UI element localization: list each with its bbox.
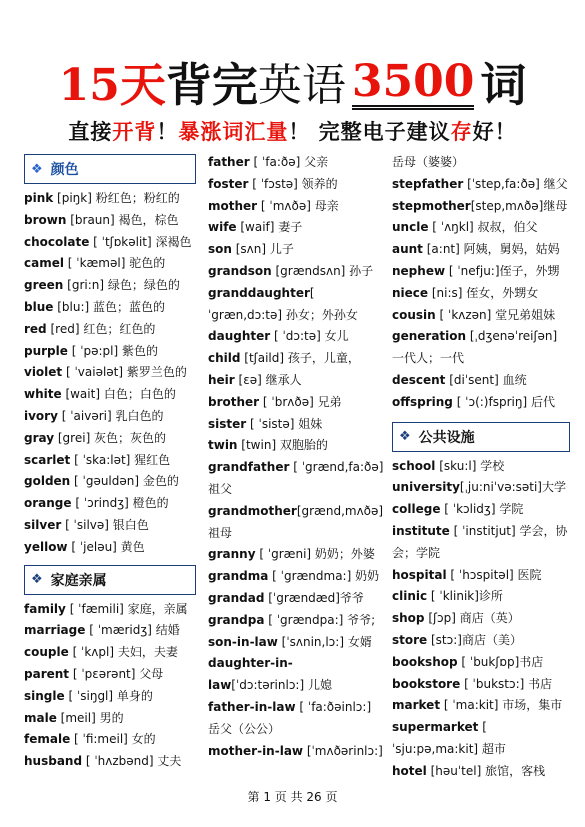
vocab-definition: [ ˈbukʃɒp]书店 bbox=[457, 654, 544, 669]
vocab-word: green bbox=[24, 278, 64, 293]
vocab-definition: [step,mʌðə]继母 bbox=[470, 198, 568, 213]
colors-list bbox=[24, 188, 196, 559]
vocab-entry bbox=[24, 686, 196, 708]
vocab-definition: [ˈmʌðərinlɔ:] bbox=[303, 743, 383, 758]
vocab-entry bbox=[208, 697, 384, 741]
diamond-bullet-icon: ❖ bbox=[399, 429, 411, 445]
vocab-entry bbox=[24, 599, 196, 621]
vocab-entry bbox=[392, 674, 570, 696]
vocab-definition: [ ˈgræni] 奶奶；外婆 bbox=[255, 547, 375, 562]
title-english: 英语 bbox=[257, 60, 346, 111]
document-title bbox=[0, 30, 585, 110]
vocab-word: supermarket bbox=[392, 720, 479, 735]
vocab-entry bbox=[208, 501, 384, 545]
vocab-definition: [piŋk] 粉红色；粉红的 bbox=[53, 191, 180, 205]
vocab-definition: [ ˈfi:meil] 女的 bbox=[70, 732, 156, 747]
vocab-definition: [ ˈsilvə] 银白色 bbox=[61, 517, 149, 532]
title-day: 天 bbox=[119, 58, 166, 112]
relatives-list bbox=[208, 152, 384, 762]
vocab-word: sister bbox=[208, 416, 247, 431]
vocab-entry bbox=[392, 174, 570, 196]
vocab-definition: [ ˈfa:ðə] 父亲 bbox=[249, 155, 329, 169]
vocab-entry bbox=[24, 428, 196, 450]
vocab-definition: [ ˈkʌzən] 堂兄弟姐妹 bbox=[435, 307, 556, 322]
vocab-entry bbox=[24, 341, 196, 363]
vocab-entry bbox=[208, 152, 384, 174]
vocab-word: purple bbox=[24, 343, 68, 358]
vocab-word: university bbox=[392, 480, 460, 495]
vocab-definition: [ ˈsju:pə,ma:kit] 超市 bbox=[392, 720, 506, 756]
vocab-entry bbox=[392, 565, 570, 587]
vocab-entry bbox=[208, 370, 384, 392]
vocab-entry bbox=[392, 717, 570, 761]
vocab-word: twin bbox=[208, 438, 238, 453]
vocab-entry bbox=[208, 588, 384, 610]
vocab-word: brother bbox=[208, 394, 260, 409]
vocab-word: grandmother bbox=[208, 503, 297, 518]
vocab-entry bbox=[24, 297, 196, 319]
vocab-word: shop bbox=[392, 611, 425, 626]
vocab-entry bbox=[24, 210, 196, 232]
vocab-definition: [braun] 褐色，棕色 bbox=[66, 212, 179, 227]
vocab-word: couple bbox=[24, 645, 69, 660]
vocab-word: niece bbox=[392, 285, 429, 300]
vocab-word: descent bbox=[392, 372, 446, 387]
family-list bbox=[24, 599, 196, 773]
vocab-word: ivory bbox=[24, 408, 58, 423]
vocab-entry bbox=[208, 566, 384, 588]
vocab-word: chocolate bbox=[24, 234, 90, 249]
vocab-word: mother bbox=[208, 198, 258, 213]
vocab-definition: [ ˈdɔ:tə] 女儿 bbox=[270, 329, 349, 344]
vocab-entry bbox=[208, 261, 384, 283]
vocab-entry bbox=[208, 326, 384, 348]
vocab-word: heir bbox=[208, 372, 235, 387]
vocab-word: cousin bbox=[392, 307, 436, 322]
vocab-definition: [ɛə] 继承人 bbox=[234, 372, 302, 387]
vocab-entry bbox=[24, 406, 196, 428]
vocab-definition: 岳母（婆婆） bbox=[392, 155, 465, 169]
vocab-entry bbox=[392, 326, 570, 370]
vocab-word: scarlet bbox=[24, 452, 71, 467]
vocab-word: female bbox=[24, 732, 71, 747]
vocab-entry bbox=[24, 471, 196, 493]
vocab-definition: [ ˈvaiələt] 紫罗兰色的 bbox=[62, 365, 187, 380]
vocab-definition: [ ˈgrændma:] 奶奶 bbox=[268, 569, 380, 584]
vocab-definition: [grænd,mʌðə] 祖母 bbox=[208, 503, 384, 540]
vocab-definition: [ ˈjeləu] 黄色 bbox=[67, 539, 145, 554]
vocab-definition: [ ˈska:lət] 猩红色 bbox=[70, 452, 171, 467]
vocab-word: store bbox=[392, 632, 428, 647]
vocab-entry bbox=[24, 620, 196, 642]
vocab-entry bbox=[392, 586, 570, 608]
vocab-entry bbox=[24, 253, 196, 275]
vocab-entry bbox=[392, 261, 570, 283]
vocab-entry bbox=[24, 450, 196, 472]
vocab-definition: [ ˈinstitjut] 学会，协会；学院 bbox=[392, 523, 568, 560]
vocab-definition: [ˈdɔ:tərinlɔ:] 儿媳 bbox=[231, 678, 332, 693]
vocab-word: granny bbox=[208, 547, 256, 562]
vocab-definition: [ ˈsistə] 姐妹 bbox=[246, 416, 323, 431]
vocab-entry bbox=[208, 414, 384, 436]
vocab-definition: [meil] 男的 bbox=[56, 710, 124, 725]
vocab-definition: [diˈsent] 血统 bbox=[445, 372, 527, 387]
vocab-entry bbox=[208, 741, 384, 763]
title-memorize: 背完 bbox=[165, 58, 258, 112]
vocab-definition: [ ˈmʌðə] 母亲 bbox=[257, 198, 339, 213]
relatives-list-continued bbox=[392, 152, 570, 414]
vocab-word: grandpa bbox=[208, 612, 265, 627]
vocab-definition: [ ˈma:kit] 市场，集市 bbox=[440, 698, 563, 713]
vocab-word: child bbox=[208, 351, 241, 366]
column-3 bbox=[392, 152, 570, 783]
vocab-word: mother-in-law bbox=[208, 743, 303, 758]
vocab-definition: [ ˈkɔlidʒ] 学院 bbox=[440, 502, 524, 517]
vocab-entry bbox=[24, 493, 196, 515]
vocab-entry bbox=[392, 608, 570, 630]
vocab-word: uncle bbox=[392, 220, 429, 235]
vocab-definition: [ˈgrændæd]爷爷 bbox=[264, 590, 364, 605]
vocab-definition: [tʃaild] 孩子，儿童， bbox=[240, 351, 360, 366]
vocab-definition: [sku:l] 学校 bbox=[435, 458, 505, 473]
vocab-word: nephew bbox=[392, 263, 446, 278]
vocab-entry bbox=[24, 232, 196, 254]
vocab-word: son-in-law bbox=[208, 634, 278, 649]
vocab-definition: [ ˈklinik]诊所 bbox=[427, 589, 503, 604]
vocab-word: clinic bbox=[392, 589, 428, 604]
vocab-word: grandma bbox=[208, 569, 269, 584]
vocab-entry bbox=[24, 188, 196, 210]
vocab-definition: [ ˈhɔspitəl] 医院 bbox=[446, 567, 542, 582]
vocab-definition: [gri:n] 绿色；绿色的 bbox=[63, 278, 180, 293]
vocab-entry bbox=[24, 751, 196, 773]
vocab-word: college bbox=[392, 502, 441, 517]
vocab-word: bookstore bbox=[392, 676, 461, 691]
vocab-entry bbox=[392, 305, 570, 327]
vocab-word: pink bbox=[24, 191, 54, 205]
vocab-word: gray bbox=[24, 430, 55, 445]
vocab-definition: [ ˈaivəri] 乳白色的 bbox=[57, 408, 164, 423]
vocab-definition: [ ˈɔ(:)fspriŋ] 后代 bbox=[452, 394, 555, 409]
vocab-definition: [həuˈtel] 旅馆，客栈 bbox=[426, 763, 546, 778]
vocab-word: family bbox=[24, 601, 66, 616]
vocab-definition: [ ˈpɛərənt] 父母 bbox=[69, 666, 164, 681]
vocab-entry bbox=[24, 319, 196, 341]
vocab-definition: [waif] 妻子 bbox=[236, 220, 303, 235]
vocab-definition: [ ˈsiŋgl] 单身的 bbox=[64, 688, 153, 703]
vocab-word: brown bbox=[24, 212, 67, 227]
vocab-word: foster bbox=[208, 176, 249, 191]
vocab-entry bbox=[208, 653, 384, 697]
vocab-word: grandfather bbox=[208, 460, 290, 475]
vocab-entry bbox=[208, 217, 384, 239]
vocab-word: school bbox=[392, 458, 436, 473]
vocab-definition: [ˌdʒenəˈreiʃən] 一代人；一代 bbox=[392, 329, 558, 366]
vocab-entry bbox=[24, 362, 196, 384]
column-2 bbox=[208, 152, 384, 762]
vocab-definition: [grændsʌn] 孙子 bbox=[271, 263, 374, 278]
vocab-word: son bbox=[208, 242, 232, 257]
vocab-word: single bbox=[24, 688, 65, 703]
vocab-definition: [ ˈʌŋkl] 叔叔，伯父 bbox=[428, 220, 538, 235]
vocab-entry bbox=[392, 630, 570, 652]
vocab-word: hotel bbox=[392, 763, 427, 778]
vocab-entry bbox=[208, 283, 384, 327]
title-number: 15 bbox=[58, 60, 120, 111]
vocab-entry bbox=[392, 499, 570, 521]
vocab-word: male bbox=[24, 710, 57, 725]
vocab-word: blue bbox=[24, 299, 54, 314]
vocab-definition: [ ˈgəuldən] 金色的 bbox=[70, 474, 179, 489]
vocab-word: marriage bbox=[24, 623, 86, 638]
vocab-word: daughter-in-law bbox=[208, 656, 293, 693]
document-subtitle: 直接开背！暴涨词汇量！ 完整电子建议存好！ bbox=[68, 120, 517, 144]
vocab-definition: [red] 红色；红色的 bbox=[46, 321, 156, 336]
vocab-definition: [ ˈpə:pl] 紫色的 bbox=[67, 343, 159, 358]
vocab-word: institute bbox=[392, 523, 450, 538]
vocab-definition: [ ˈkæməl] 驼色的 bbox=[63, 256, 166, 271]
vocab-word: grandad bbox=[208, 590, 265, 605]
vocab-word: bookshop bbox=[392, 654, 458, 669]
vocab-entry bbox=[392, 370, 570, 392]
vocab-entry bbox=[208, 174, 384, 196]
vocab-definition: [ ˈtʃɒkəlit] 深褐色 bbox=[89, 234, 192, 249]
vocab-definition: [ˌju:niˈvə:səti]大学 bbox=[459, 480, 566, 495]
vocab-definition: [ ˈfa:ðəinlɔ:] 岳父（公公） bbox=[208, 699, 372, 736]
vocab-word: stepmother bbox=[392, 198, 471, 213]
vocab-entry bbox=[24, 708, 196, 730]
vocab-definition: [ ˈgræn,dɔ:tə] 孙女；外孙女 bbox=[208, 285, 358, 322]
vocab-word: father-in-law bbox=[208, 699, 296, 714]
vocab-entry bbox=[208, 196, 384, 218]
vocab-word: aunt bbox=[392, 242, 423, 257]
vocab-definition: [sʌn] 儿子 bbox=[231, 242, 294, 257]
vocab-entry bbox=[208, 348, 384, 370]
vocab-word: hospital bbox=[392, 567, 447, 582]
vocab-entry bbox=[24, 275, 196, 297]
vocab-entry bbox=[392, 761, 570, 783]
diamond-bullet-icon: ❖ bbox=[31, 161, 43, 177]
vocab-entry bbox=[208, 457, 384, 501]
page-footer: 第 1 页 共 26 页 bbox=[247, 790, 338, 804]
vocab-word: daughter bbox=[208, 329, 271, 344]
vocab-definition: [wait] 白色；白色的 bbox=[61, 387, 176, 402]
vocab-entry bbox=[208, 239, 384, 261]
vocab-entry bbox=[392, 239, 570, 261]
vocab-definition: [ ˈhʌzbənd] 丈夫 bbox=[82, 754, 182, 769]
vocab-definition: [twin] 双胞胎的 bbox=[237, 438, 328, 453]
vocab-definition: [ ˈgrændpa:] 爷爷; bbox=[264, 612, 376, 627]
vocab-entry bbox=[24, 664, 196, 686]
vocab-definition: [ni:s] 侄女，外甥女 bbox=[428, 285, 539, 300]
public-facilities-list bbox=[392, 456, 570, 783]
vocab-definition: [ ˈfæmili] 家庭，亲属 bbox=[65, 601, 188, 616]
vocab-definition: [a:nt] 阿姨，舅妈，姑妈 bbox=[422, 242, 560, 257]
vocab-entry bbox=[208, 435, 384, 457]
vocab-definition: [blu:] 蓝色；蓝色的 bbox=[53, 299, 165, 314]
vocab-entry bbox=[24, 537, 196, 559]
vocab-entry bbox=[208, 392, 384, 414]
vocab-entry bbox=[392, 652, 570, 674]
vocab-word: wife bbox=[208, 220, 237, 235]
title-count: 3500 bbox=[352, 60, 474, 110]
vocab-word: yellow bbox=[24, 539, 68, 554]
vocab-word: husband bbox=[24, 754, 83, 769]
vocab-entry bbox=[392, 283, 570, 305]
vocab-entry bbox=[208, 610, 384, 632]
vocab-word: red bbox=[24, 321, 47, 336]
vocab-definition: [stɔ:]商店（美） bbox=[427, 632, 522, 647]
vocab-definition: [ˈstep,fa:ðə] 继父 bbox=[463, 176, 568, 191]
vocab-word: silver bbox=[24, 517, 62, 532]
vocab-entry bbox=[24, 384, 196, 406]
vocab-word: golden bbox=[24, 474, 71, 489]
vocab-word: violet bbox=[24, 365, 63, 380]
vocab-definition: [ˈsʌnin,lɔ:] 女婿 bbox=[277, 634, 372, 649]
vocab-word: parent bbox=[24, 666, 70, 681]
vocab-definition: [ʃɔp] 商店（英） bbox=[424, 611, 520, 626]
vocab-entry bbox=[24, 642, 196, 664]
vocab-entry bbox=[24, 515, 196, 537]
vocab-definition: [ ˈfɔstə] 领养的 bbox=[248, 176, 338, 191]
vocab-entry bbox=[392, 217, 570, 239]
vocab-entry bbox=[392, 695, 570, 717]
section-heading-family: ❖ 家庭亲属 bbox=[24, 565, 196, 595]
vocab-definition: [ ˈbukstɔ:] 书店 bbox=[460, 676, 553, 691]
vocab-word: granddaughter bbox=[208, 285, 310, 300]
section-heading-public: ❖ 公共设施 bbox=[392, 422, 570, 452]
vocab-entry bbox=[392, 456, 570, 478]
vocab-word: generation bbox=[392, 329, 467, 344]
vocab-entry bbox=[208, 544, 384, 566]
vocab-entry bbox=[208, 632, 384, 654]
vocab-definition: [ ˈgrænd,fa:ðə] 祖父 bbox=[208, 460, 384, 496]
vocab-entry bbox=[392, 477, 570, 499]
vocab-word: orange bbox=[24, 496, 72, 511]
vocab-entry bbox=[392, 521, 570, 565]
vocab-entry bbox=[392, 196, 570, 218]
section-heading-colors: ❖ 颜色 bbox=[24, 154, 196, 184]
vocab-definition: [ ˈnefju:]侄子，外甥 bbox=[445, 263, 560, 278]
vocab-word: stepfather bbox=[392, 176, 464, 191]
vocab-word: offspring bbox=[392, 394, 453, 409]
vocab-entry bbox=[24, 729, 196, 751]
vocab-definition: [ ˈɔrindʒ] 橙色的 bbox=[71, 496, 169, 511]
vocab-word: grandson bbox=[208, 263, 272, 278]
vocab-entry bbox=[392, 152, 570, 174]
vocab-definition: [grei] 灰色；灰色的 bbox=[54, 430, 167, 445]
vocab-word: camel bbox=[24, 256, 64, 271]
vocab-word: father bbox=[208, 155, 250, 169]
vocab-entry bbox=[392, 392, 570, 414]
vocab-definition: [ ˈmæridʒ] 结婚 bbox=[85, 623, 180, 638]
column-1 bbox=[24, 152, 196, 773]
diamond-bullet-icon: ❖ bbox=[31, 572, 43, 588]
vocab-definition: [ ˈkʌpl] 夫妇，夫妻 bbox=[68, 645, 178, 660]
vocab-word: market bbox=[392, 698, 441, 713]
title-words: 词 bbox=[480, 58, 527, 112]
vocab-word: white bbox=[24, 387, 62, 402]
vocab-definition: [ ˈbrʌðə] 兄弟 bbox=[259, 394, 342, 409]
